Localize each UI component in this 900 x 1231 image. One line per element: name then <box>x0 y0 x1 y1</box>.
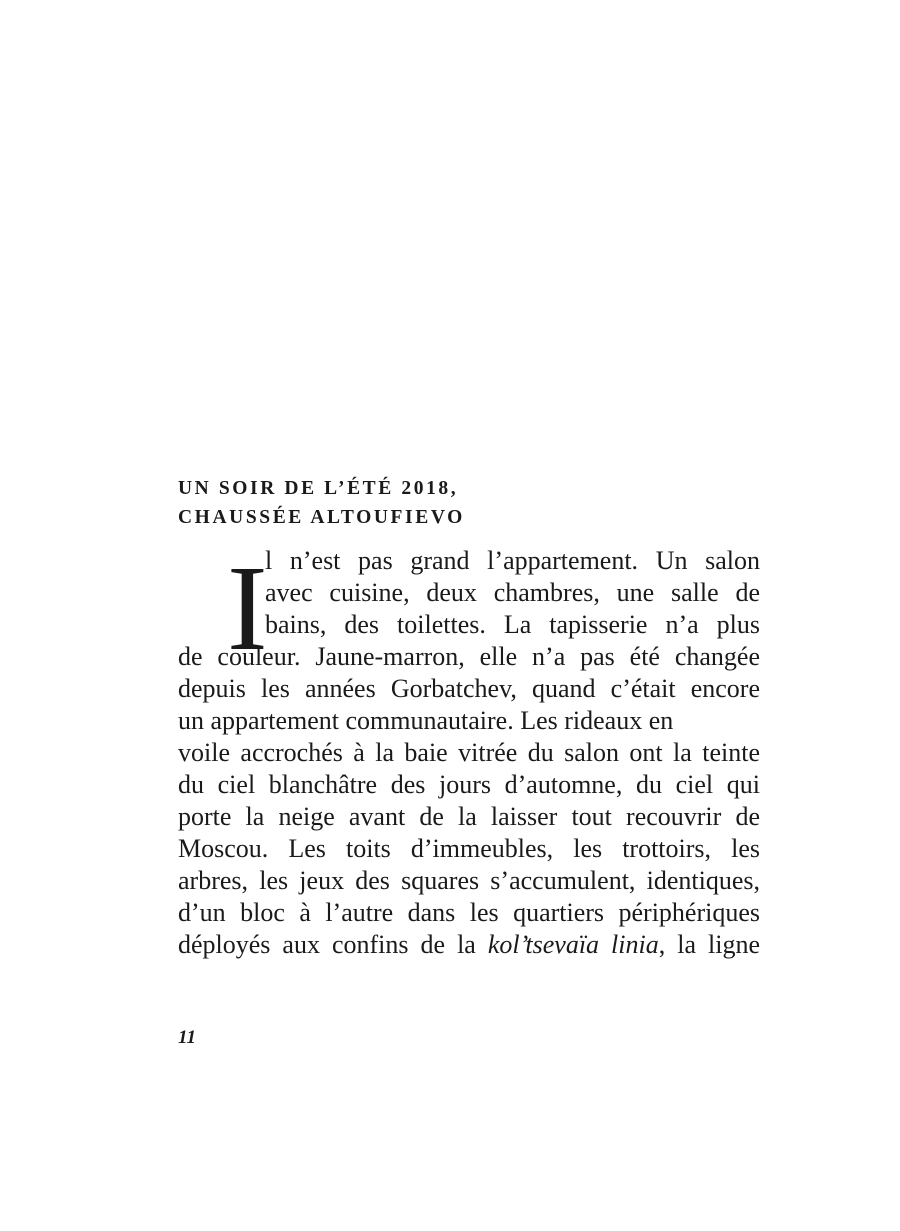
text-segment: , la ligne <box>658 930 761 959</box>
text-line: arbres, les jeux des squares s’accumulent, identiques, <box>178 866 760 895</box>
text-line: porte la neige avant de la laisser tout recouvrir de <box>178 802 760 831</box>
text-line: un appartement communautaire. Les rideaux en <box>178 706 674 735</box>
chapter-heading <box>178 474 738 532</box>
text-line: d’un bloc à l’autre dans les quartiers périphériques <box>178 898 760 927</box>
chapter-heading-line: CHAUSSÉE ALTOUFIEVO <box>178 507 465 528</box>
drop-cap: I <box>227 541 268 676</box>
text-line: Moscou. Les toits d’immeubles, les trottoirs, les <box>178 834 760 863</box>
italic-term: kol’tsevaïa linia <box>487 930 659 959</box>
text-line <box>178 929 760 961</box>
text-line: du ciel blanchâtre des jours d’automne, du ciel qui <box>178 770 760 799</box>
text-segment: déployés aux confins de la <box>178 930 488 959</box>
text-line: voile accrochés à la baie vitrée du salon ont la teinte <box>178 738 760 767</box>
page-number: 11 <box>178 1027 196 1048</box>
text-line: l n’est pas grand l’appartement. Un salon <box>265 546 760 575</box>
text-line: depuis les années Gorbatchev, quand c’était encore <box>178 674 760 703</box>
chapter-heading-line: UN SOIR DE L’ÉTÉ 2018, <box>178 478 459 499</box>
text-line: avec cuisine, deux chambres, une salle de <box>265 578 760 607</box>
text-line: bains, des toilettes. La tapisserie n’a plus <box>265 610 760 639</box>
text-line: de couleur. Jaune-marron, elle n’a pas été changée <box>178 642 760 671</box>
